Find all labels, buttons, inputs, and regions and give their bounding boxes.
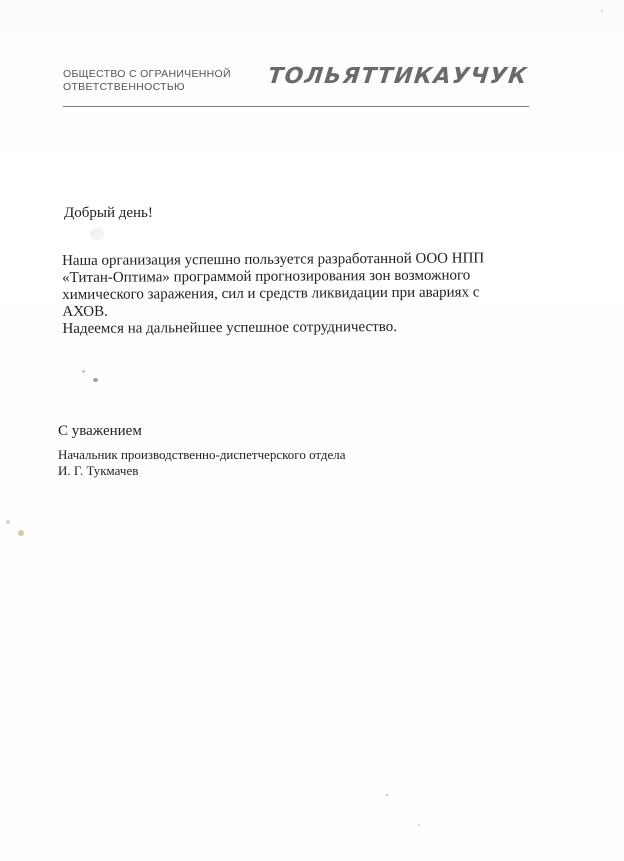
scan-speck bbox=[418, 824, 420, 826]
body-closing-line: Надеемся на дальнейшее успешное сотрудничество. bbox=[62, 318, 398, 337]
signer-title: Начальник производственно-диспетчерского отдела bbox=[58, 447, 346, 462]
company-brand-logo: ТОЛЬЯТТИКАУЧУК bbox=[266, 64, 530, 89]
letterhead-divider bbox=[63, 106, 529, 107]
letterhead bbox=[63, 66, 529, 112]
body-line-4: АХОВ. bbox=[62, 303, 108, 320]
signer-name: И. Г. Тукмачев bbox=[58, 463, 139, 478]
scan-speck bbox=[6, 520, 10, 524]
body-line-3: химического заражения, сил и средств ликвидации при авариях с bbox=[62, 284, 480, 303]
company-form-line-1: ОБЩЕСТВО С ОГРАНИЧЕННОЙ bbox=[63, 68, 231, 80]
company-legal-form bbox=[63, 68, 231, 94]
letter-body bbox=[62, 250, 543, 338]
company-form-line-2: ОТВЕТСТВЕННОСТЬЮ bbox=[63, 81, 185, 93]
letter-greeting: Добрый день! bbox=[64, 205, 153, 221]
scan-speck bbox=[93, 378, 98, 382]
scan-speck bbox=[90, 228, 104, 240]
letter-sign-off: С уважением bbox=[58, 423, 142, 439]
scan-speck bbox=[18, 530, 24, 536]
body-line-2: «Титан-Оптима» программой прогнозирования зон возможного bbox=[62, 267, 471, 286]
scan-speck bbox=[601, 10, 603, 12]
scan-speck bbox=[386, 794, 388, 796]
body-line-1: Наша организация успешно пользуется разработанной ООО НПП bbox=[62, 250, 485, 269]
scan-speck bbox=[82, 370, 85, 373]
